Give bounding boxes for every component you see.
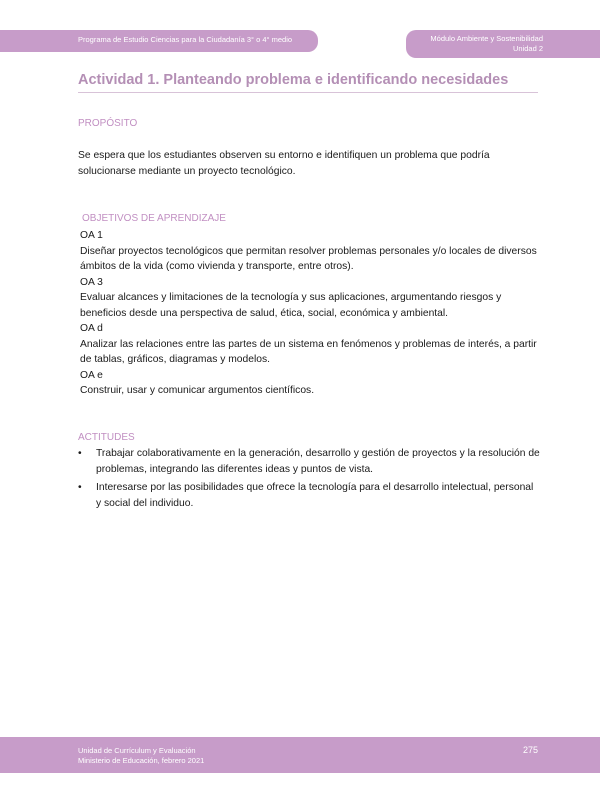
- title-divider: [78, 92, 538, 93]
- header-program-bar: [0, 30, 318, 52]
- proposito-text: Se espera que los estudiantes observen su entorno e identifiquen un problema que podría solucionarse mediante un proyecto tecnológico.: [78, 150, 490, 177]
- actitud-text: Interesarse por las posibilidades que ofrece la tecnología para el desarrollo intelectual, personal y social del individuo.: [96, 482, 534, 509]
- header-module-bar: [406, 30, 600, 58]
- oa-text: Diseñar proyectos tecnológicos que permitan resolver problemas personales y/o locales de diversos ámbitos de la vida (como vivienda y transporte, entre otros).: [80, 245, 537, 272]
- list-item: [78, 480, 540, 511]
- proposito-heading: PROPÓSITO: [78, 118, 138, 129]
- objetivos-list: [80, 228, 540, 399]
- header-program-title: Programa de Estudio Ciencias para la Ciudadanía 3° o 4° medio: [78, 35, 293, 44]
- objetivos-heading: OBJETIVOS DE APRENDIZAJE: [82, 213, 226, 224]
- oa-text: Construir, usar y comunicar argumentos científicos.: [80, 385, 315, 396]
- actitud-text: Trabajar colaborativamente en la generación, desarrollo y gestión de proyectos y la resolución de problemas, integrando las diferentes ideas y puntos de vista.: [96, 448, 540, 475]
- bullet-icon: •: [78, 482, 82, 493]
- actitudes-list: [78, 446, 540, 514]
- list-item: [78, 446, 540, 477]
- oa-code: OA e: [80, 369, 103, 381]
- footer-unit: Unidad de Currículum y Evaluación: [78, 746, 196, 755]
- activity-title: Actividad 1. Planteando problema e identificando necesidades: [78, 72, 509, 88]
- header-module-name: Módulo Ambiente y Sostenibilidad: [430, 34, 543, 43]
- header-unit: Unidad 2: [512, 44, 543, 53]
- page-number: 275: [522, 745, 538, 755]
- footer-ministry: Ministerio de Educación, febrero 2021: [78, 756, 205, 765]
- oa-code: OA 1: [80, 230, 103, 241]
- bullet-icon: •: [78, 448, 82, 459]
- actitudes-heading: ACTITUDES: [78, 432, 135, 443]
- oa-code: OA d: [80, 323, 103, 334]
- oa-code: OA 3: [80, 276, 103, 288]
- footer-bar: [0, 737, 600, 773]
- oa-text: Analizar las relaciones entre las partes de un sistema en fenómenos y problemas de interés, a partir de tablas, gráficos, diagramas y modelos.: [80, 338, 537, 365]
- oa-text: Evaluar alcances y limitaciones de la tecnología y sus aplicaciones, argumentando riesgos y beneficios desde una perspectiva de salud, ética, social, económica y ambiental.: [80, 292, 502, 319]
